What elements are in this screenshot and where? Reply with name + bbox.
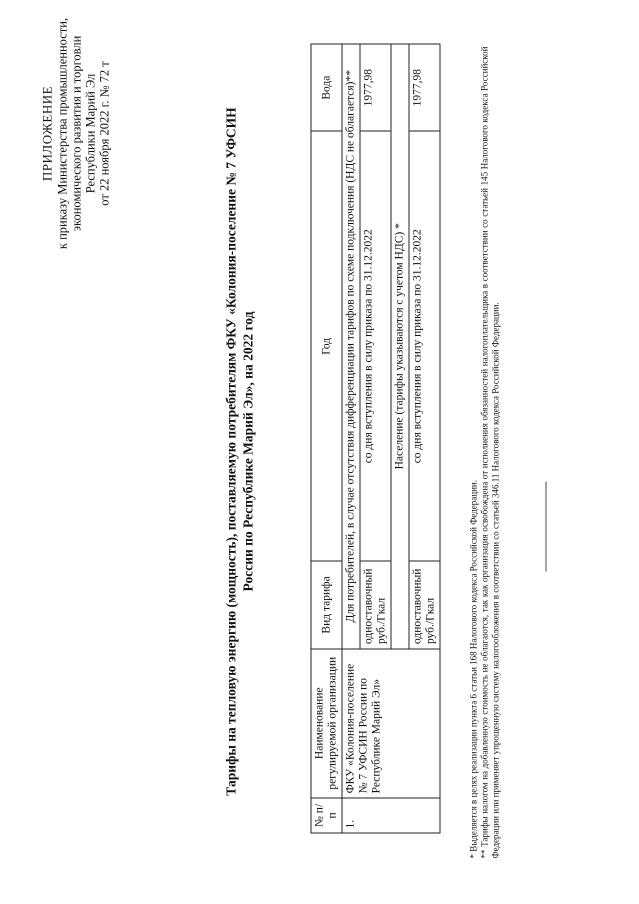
- appendix-block: [41, 4, 112, 264]
- appendix-line: экономического развития и торговли: [69, 35, 84, 232]
- tariff-period: со дня вступления в силу приказа по 31.12.2022: [360, 131, 391, 561]
- header-type: Вид тарифа: [311, 561, 342, 648]
- appendix-line: Республики Марий Эл: [83, 73, 98, 194]
- section-consumers: Для потребителей, в случае отсутствия дифференциации тарифов по схеме подключения (НДС не облагается)**: [342, 44, 360, 649]
- tariff-type: одноставочный руб./Гкал: [409, 561, 440, 648]
- document-page: [1, 0, 639, 904]
- tariff-type: одноставочный руб./Гкал: [360, 561, 391, 648]
- row-org: ФКУ «Колония-поселение № 7 УФСИН России по Республике Марий Эл»: [342, 649, 440, 798]
- closing-divider: [546, 482, 547, 572]
- footnote-2: ** Тарифы налогом на добавленную стоимость не облагаются, так как организация освобождена от исполнения обязанностей налогоплательщика в соответствии со статьей 145 Налогового кодекса Российской Федерации или применяет упрощенную систему налогообложения в соответствии со статьей 346.11 Налогового кодекса Российской Федерации.: [479, 46, 501, 859]
- tariff-period: со дня вступления в силу приказа по 31.12.2022: [409, 131, 440, 561]
- tariff-table: [311, 44, 441, 834]
- table-header-row: [311, 44, 342, 833]
- title-line-1: Тарифы на тепловую энергию (мощность), поставляемую потребителям ФКУ «Колония-поселение № 7 УФСИН: [223, 107, 239, 796]
- footnotes: [469, 47, 502, 859]
- tariff-value: 1977,98: [409, 44, 440, 131]
- header-water: Вода: [311, 44, 342, 131]
- document-title: [223, 0, 257, 904]
- row-num: 1.: [342, 798, 440, 833]
- section-population: Население (тарифы указываются с учетом НДС) *: [391, 44, 409, 649]
- table-row: [342, 44, 360, 833]
- header-period: Год: [311, 131, 342, 561]
- footnote-1: * Выделяется в целях реализации пункта 6 статьи 168 Налогового кодекса Российской Федерации.: [468, 480, 479, 859]
- appendix-line: от 22 ноября 2022 г. № 72 т: [97, 61, 112, 206]
- header-org: Наименование регулируемой организации: [311, 649, 342, 798]
- header-num: № п/п: [311, 798, 342, 833]
- appendix-line: к приказу Министерства промышленности,: [55, 17, 70, 250]
- appendix-heading: ПРИЛОЖЕНИЕ: [39, 85, 55, 182]
- title-line-2: России по Республике Марий Эл», на 2022 год: [240, 311, 256, 592]
- tariff-value: 1977,98: [360, 44, 391, 131]
